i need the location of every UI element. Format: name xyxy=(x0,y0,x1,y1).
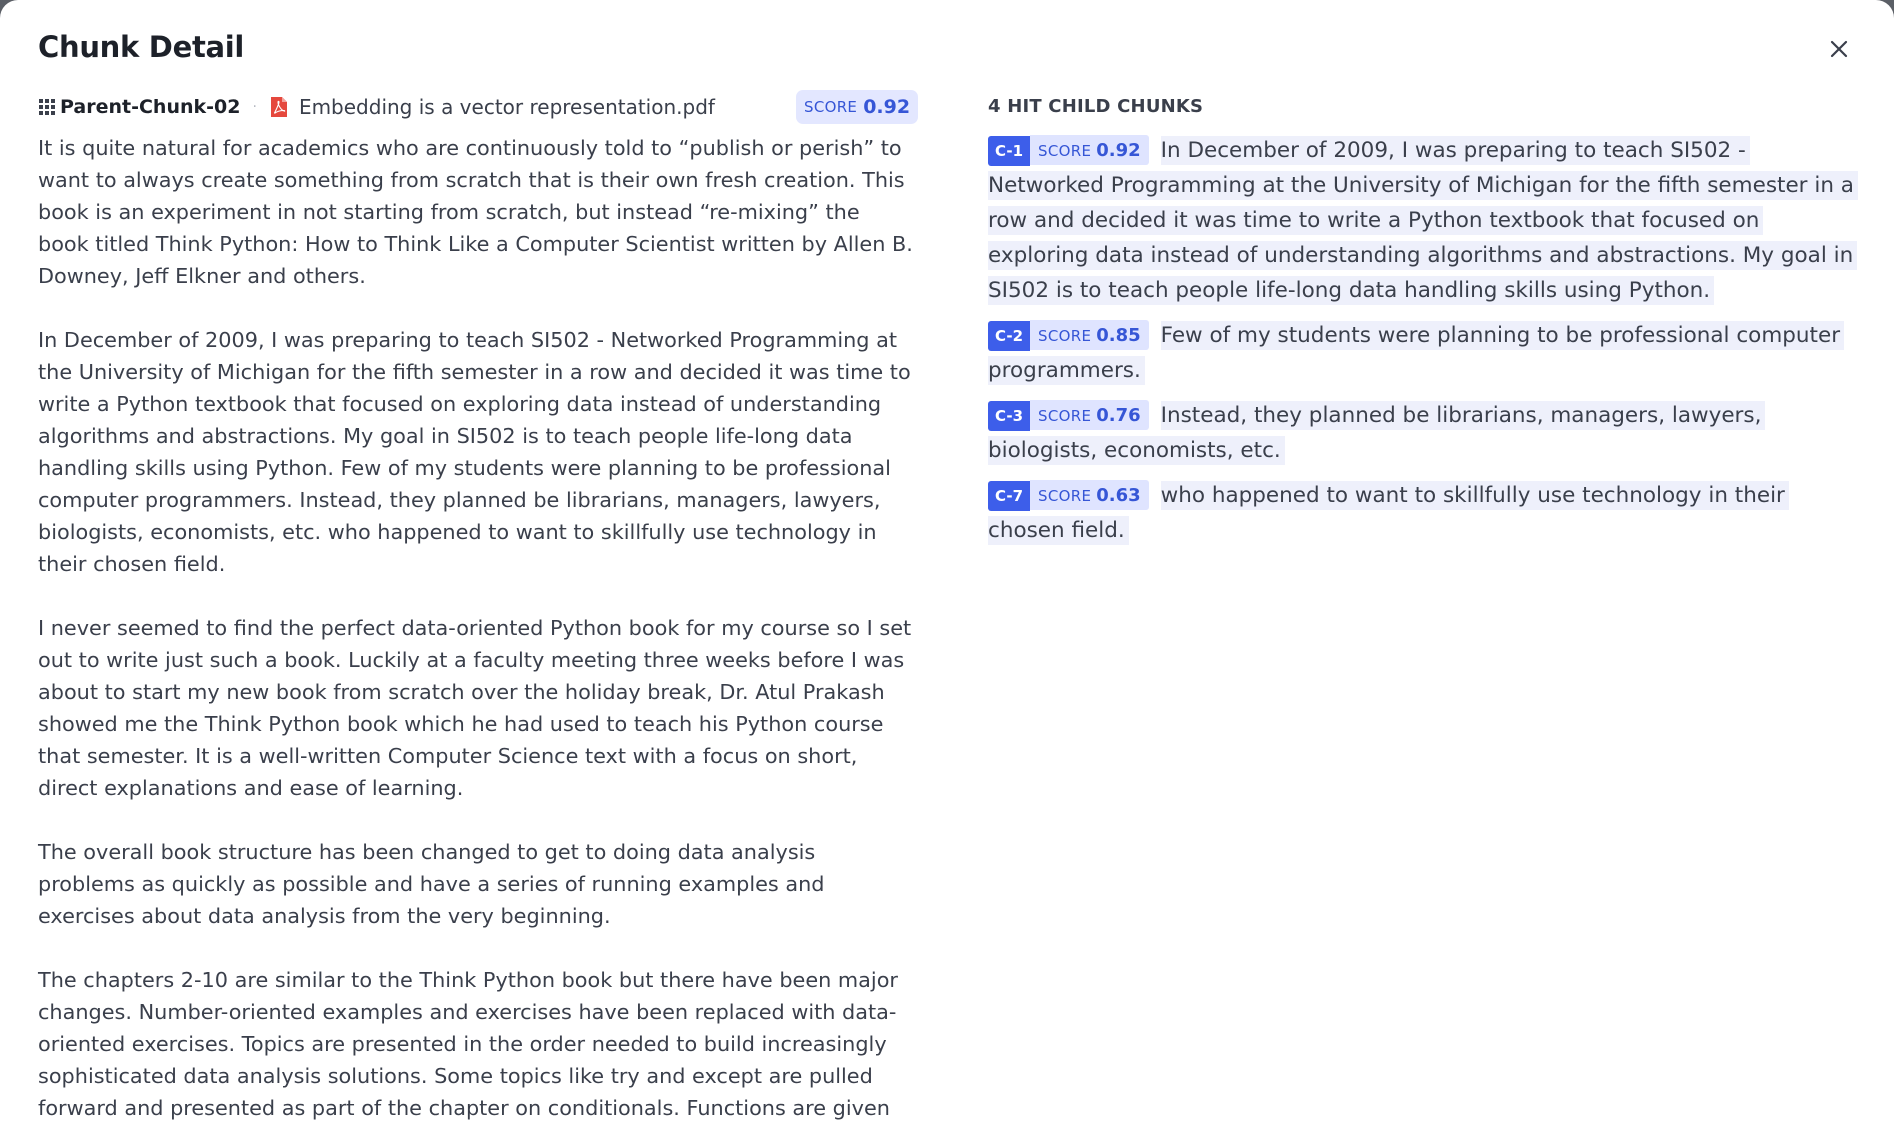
paragraph: The overall book structure has been changed to get to doing data analysis problems as quickly as possible and have a series of running examples and exercises about data analysis from the very beginning. xyxy=(38,840,825,928)
modal-title: Chunk Detail xyxy=(38,30,245,64)
chunk-score-badge xyxy=(1030,135,1149,165)
score-value: 0.76 xyxy=(1096,405,1141,426)
chunk-text: Instead, they planned be librarians, managers, lawyers, biologists, economists, etc. xyxy=(988,401,1765,465)
close-button[interactable] xyxy=(1826,36,1852,62)
child-chunk-item[interactable] xyxy=(988,133,1856,308)
chunk-id-badge: C-2 xyxy=(988,321,1030,351)
parent-chunk-content xyxy=(38,132,914,1122)
parent-chunk-meta xyxy=(38,90,914,124)
chunk-id-badge: C-7 xyxy=(988,481,1030,511)
chunk-score-badge xyxy=(1030,400,1149,430)
parent-score-badge xyxy=(796,90,918,124)
parent-chunk-label: Parent-Chunk-02 xyxy=(60,96,241,118)
child-chunk-item[interactable] xyxy=(988,398,1856,468)
score-value: 0.63 xyxy=(1096,485,1141,506)
file-name-link[interactable]: Embedding is a vector representation.pdf xyxy=(298,95,715,119)
paragraph: It is quite natural for academics who are continuously told to “publish or perish” to want to always create something from scratch that is their own fresh creation. This book is an experiment in not starting from scratch, but instead “re-mixing” the book titled Think Python: How to Think Like a Computer Scientist written by Allen B. Downey, Jeff Elkner and others. xyxy=(38,136,913,288)
child-chunk-item[interactable] xyxy=(988,318,1856,388)
chunk-id-badge: C-3 xyxy=(988,401,1030,431)
meta-separator: · xyxy=(252,99,257,115)
score-value: 0.92 xyxy=(863,96,911,118)
paragraph: I never seemed to find the perfect data-oriented Python book for my course so I set out to write just such a book. Luckily at a faculty meeting three weeks before I was about to start my new book from scratch over the holiday break, Dr. Atul Prakash showed me the Think Python book which he had used to teach his Python course that semester. It is a well-written Computer Science text with a focus on short, direct explanations and ease of learning. xyxy=(38,616,912,800)
pdf-file-icon xyxy=(269,96,289,118)
grid-icon xyxy=(38,98,56,116)
score-label: SCORE xyxy=(1038,407,1092,425)
chunk-text: Few of my students were planning to be professional computer programmers. xyxy=(988,321,1844,385)
score-label: SCORE xyxy=(804,98,858,116)
chunk-score-badge xyxy=(1030,480,1149,510)
hit-child-chunks-panel xyxy=(988,96,1856,558)
chunk-text: who happened to want to skillfully use technology in their chosen field. xyxy=(988,481,1789,545)
score-value: 0.85 xyxy=(1096,325,1141,346)
score-label: SCORE xyxy=(1038,327,1092,345)
chunk-id-badge: C-1 xyxy=(988,136,1030,166)
paragraph: In December of 2009, I was preparing to teach SI502 - Networked Programming at the University of Michigan for the fifth semester in a row and decided it was time to write a Python textbook that focused on exploring data instead of understanding algorithms and abstractions. My goal in SI502 is to teach people life-long data handling skills using Python. Few of my students were planning to be professional computer programmers. Instead, they planned be librarians, managers, lawyers, biologists, economists, etc. who happened to want to skillfully use technology in their chosen field. xyxy=(38,328,911,576)
child-chunk-item[interactable] xyxy=(988,478,1856,548)
chunk-text: In December of 2009, I was preparing to teach SI502 - Networked Programming at the University of Michigan for the fifth semester in a row and decided it was time to write a Python textbook that focused on exploring data instead of understanding algorithms and abstractions. My goal in SI502 is to teach people life-long data handling skills using Python. xyxy=(988,136,1858,305)
score-label: SCORE xyxy=(1038,487,1092,505)
paragraph: The chapters 2-10 are similar to the Think Python book but there have been major changes. Number-oriented examples and exercises have been replaced with data-oriented exercises. Topics are presented in the order needed to build increasingly sophisticated data analysis solutions. Some topics like try and except are pulled forward and presented as part of the chapter on conditionals. Functions are given xyxy=(38,968,898,1120)
score-label: SCORE xyxy=(1038,142,1092,160)
parent-chunk-panel xyxy=(38,90,914,1122)
hit-chunks-heading: 4 HIT CHILD CHUNKS xyxy=(988,96,1204,117)
chunk-score-badge xyxy=(1030,320,1149,350)
score-value: 0.92 xyxy=(1096,140,1141,161)
close-icon xyxy=(1826,36,1852,62)
